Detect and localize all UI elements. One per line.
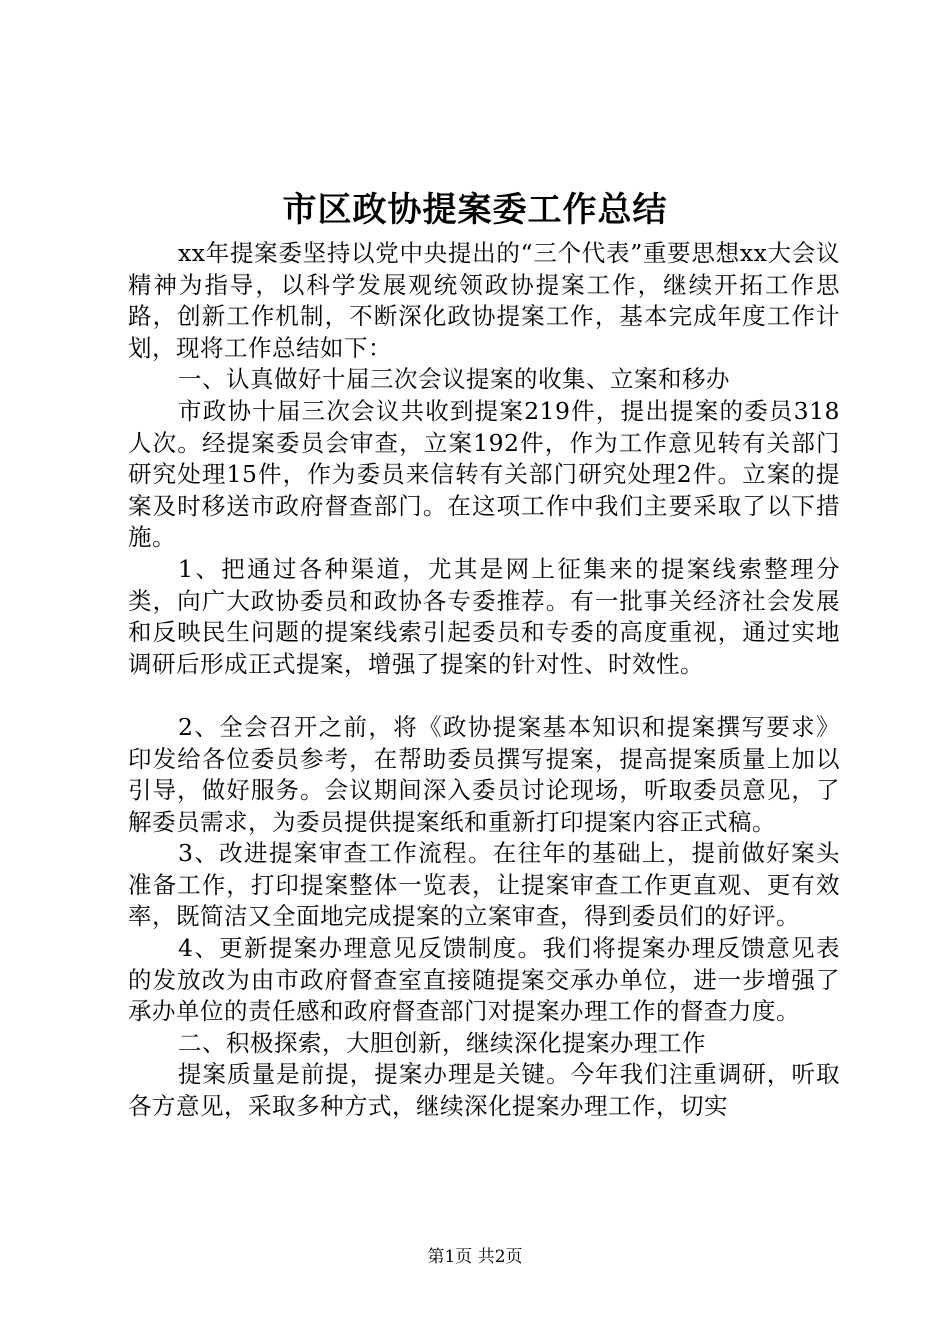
measure-2-paragraph: 2、全会召开之前，将《政协提案基本知识和提案撰写要求》印发给各位委员参考，在帮助委员撰写提案，提高提案质量上加以引导，做好服务。会议期间深入委员讨论现场，听取委员意见，了解委员需求，为委员提供提案纸和重新打印提案内容正式稿。 bbox=[128, 712, 840, 836]
measure-3-paragraph: 3、改进提案审查工作流程。在往年的基础上，提前做好案头准备工作，打印提案整体一览表，让提案审查工作更直观、更有效率，既简洁又全面地完成提案的立案审查，得到委员们的好评。 bbox=[128, 839, 840, 931]
document-body bbox=[128, 238, 840, 1123]
section-1-paragraph: 市政协十届三次会议共收到提案219件，提出提案的委员318人次。经提案委员会审查，立案192件，作为工作意见转有关部门研究处理15件，作为委员来信转有关部门研究处理2件。立案的提案及时移送市政府督查部门。在这项工作中我们主要采取了以下措施。 bbox=[128, 396, 840, 552]
section-heading-2: 二、积极探索，大胆创新，继续深化提案办理工作 bbox=[178, 1028, 706, 1057]
paragraph-spacer bbox=[128, 680, 840, 712]
intro-paragraph: xx年提案委坚持以党中央提出的“三个代表”重要思想xx大会议精神为指导，以科学发展观统领政协提案工作，继续开拓工作思路，创新工作机制，不断深化政协提案工作，基本完成年度工作计划，现将工作总结如下： bbox=[128, 239, 840, 362]
section-2-paragraph: 提案质量是前提，提案办理是关键。今年我们注重调研，听取各方意见，采取多种方式，继续深化提案办理工作，切实 bbox=[128, 1060, 840, 1121]
page-indicator: 第1页 共2页 bbox=[427, 1247, 523, 1267]
measure-4-paragraph: 4、更新提案办理意见反馈制度。我们将提案办理反馈意见表的发放改为由市政府督查室直接随提案交承办单位，进一步增强了承办单位的责任感和政府督查部门对提案办理工作的督查力度。 bbox=[128, 934, 840, 1026]
document-title: 市区政协提案委工作总结 bbox=[282, 190, 668, 230]
section-heading-1: 一、认真做好十届三次会议提案的收集、立案和移办 bbox=[178, 365, 730, 394]
measure-1-paragraph: 1、把通过各种渠道，尤其是网上征集来的提案线索整理分类，向广大政协委员和政协各专委推荐。有一批事关经济社会发展和反映民生问题的提案线索引起委员和专委的高度重视，通过实地调研后形成正式提案，增强了提案的针对性、时效性。 bbox=[128, 554, 840, 678]
